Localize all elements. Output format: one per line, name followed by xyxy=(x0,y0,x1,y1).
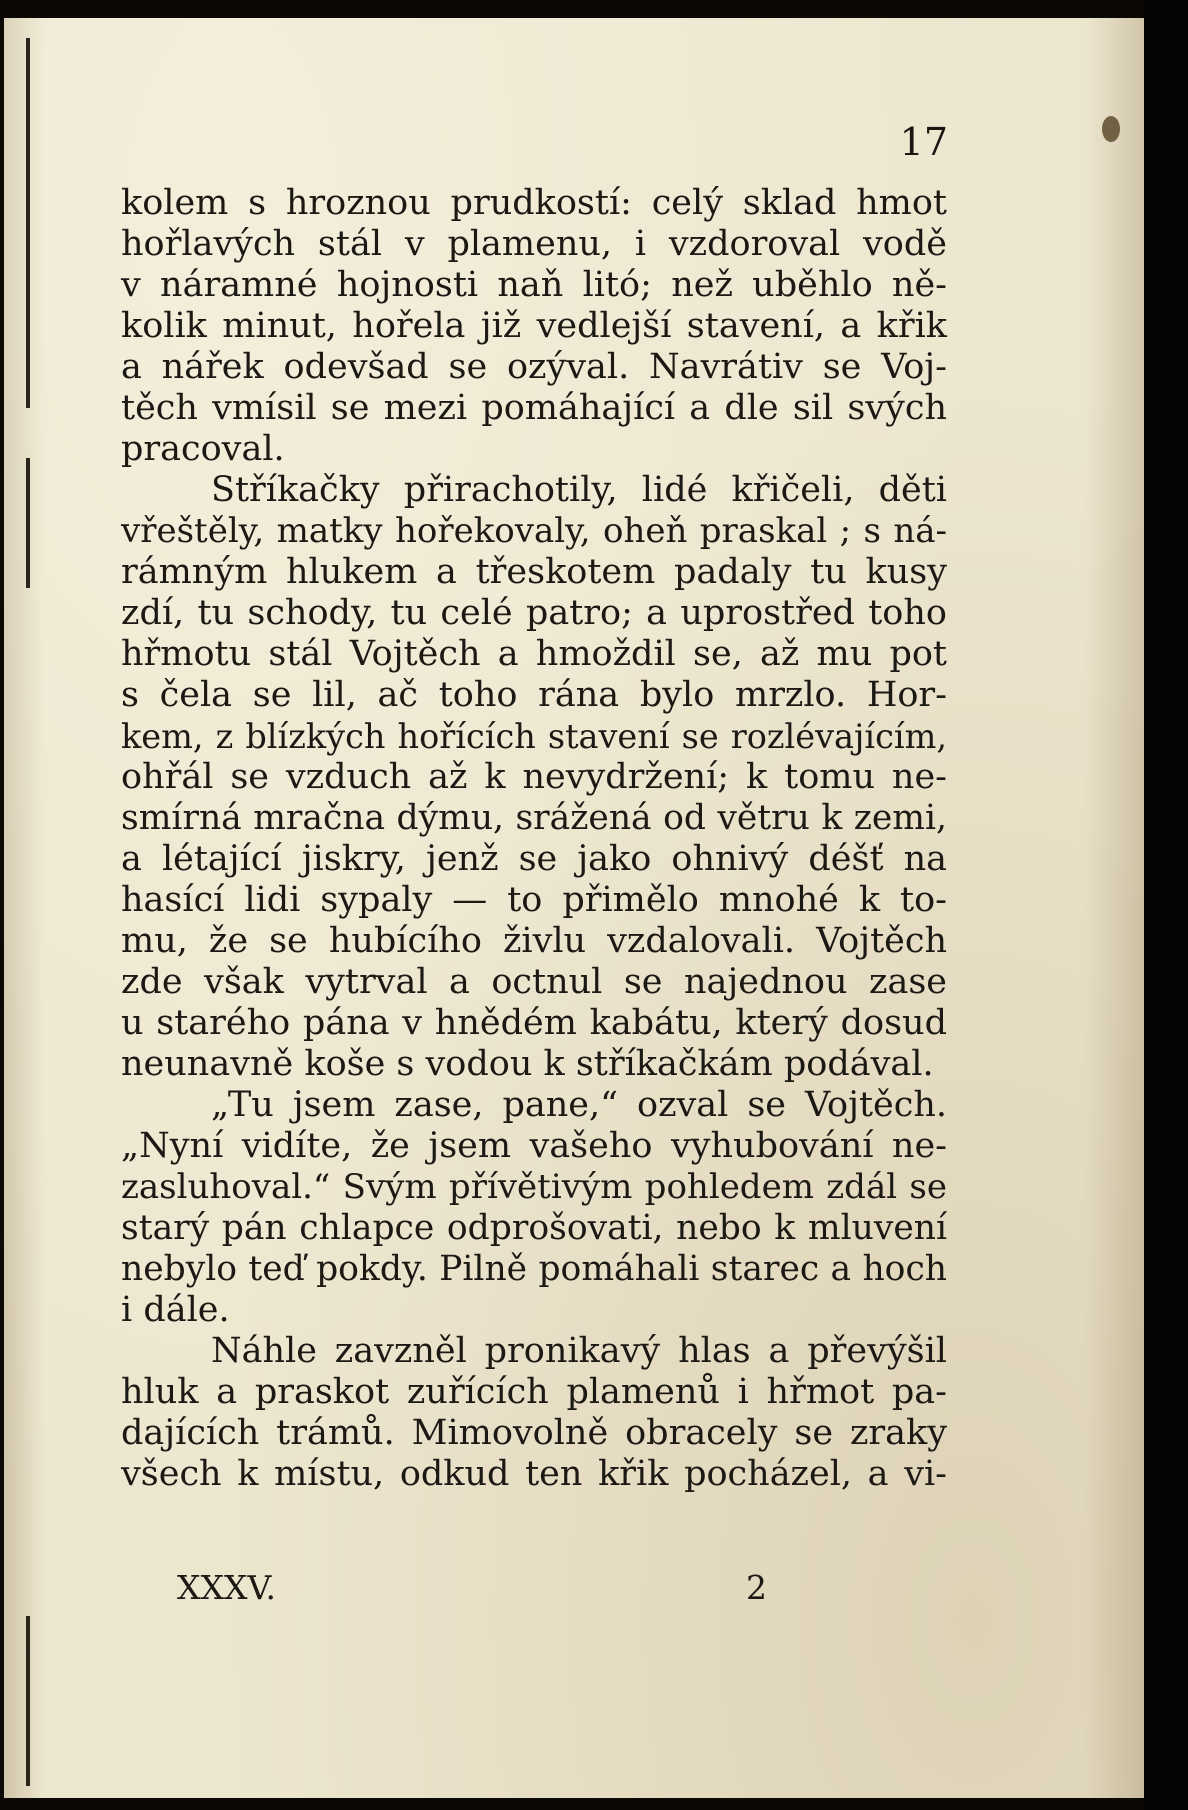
text-line: zde však vytrval a octnul se najednou zase xyxy=(121,962,947,1002)
page-number: 17 xyxy=(899,120,948,164)
text-line: dajících trámů. Mimovolně obracely se zraky xyxy=(121,1413,947,1453)
text-line: „Nyní vidíte, že jsem vašeho vyhubování ne- xyxy=(121,1126,947,1166)
text-line: i dále. xyxy=(121,1290,230,1330)
text-line: hřmotu stál Vojtěch a hmoždil se, až mu pot xyxy=(121,634,947,674)
text-line: všech k místu, odkud ten křik pocházel, a vi- xyxy=(121,1454,947,1494)
text-line: Náhle zavzněl pronikavý hlas a převýšil xyxy=(211,1331,947,1371)
gutter-shadow-line xyxy=(26,38,30,408)
signature-sheet-number: 2 xyxy=(746,1568,767,1607)
ink-speck xyxy=(1102,116,1120,142)
text-line: „Tu jsem zase, pane,“ ozval se Vojtěch. xyxy=(211,1085,947,1125)
body-text xyxy=(121,183,947,1495)
text-line: zasluhoval.“ Svým přívětivým pohledem zdál se xyxy=(121,1167,947,1207)
text-line: ohřál se vzduch až k nevydržení; k tomu ne- xyxy=(121,757,947,797)
text-line: nebylo teď pokdy. Pilně pomáhali starec a hoch xyxy=(121,1249,947,1289)
printer-signature xyxy=(121,1568,947,1610)
text-line: a nářek odevšad se ozýval. Navrátiv se Voj- xyxy=(121,347,947,387)
text-line: s čela se lil, ač toho rána bylo mrzlo. Hor- xyxy=(121,675,947,715)
text-line: pracoval. xyxy=(121,429,285,469)
text-line: starý pán chlapce odprošovati, nebo k mluvení xyxy=(121,1208,947,1248)
text-line: Stříkačky přirachotily, lidé křičeli, děti xyxy=(211,470,947,510)
text-line: vřeštěly, matky hořekovaly, oheň praskal ; s ná- xyxy=(121,511,947,551)
gutter-shadow-line xyxy=(26,1616,30,1786)
text-line: kem, z blízkých hořících stavení se rozlévajícím, xyxy=(121,717,947,756)
scan-dark-edge xyxy=(1144,0,1188,1810)
text-line: kolem s hroznou prudkostí: celý sklad hmot xyxy=(121,183,947,223)
text-line: a létající jiskry, jenž se jako ohnivý déšť na xyxy=(121,839,947,879)
text-line: rámným hlukem a třeskotem padaly tu kusy xyxy=(121,552,947,592)
text-line: neunavně koše s vodou k stříkačkám podával. xyxy=(121,1044,934,1084)
text-line: těch vmísil se mezi pomáhající a dle sil svých xyxy=(121,388,947,428)
gutter-shadow-line xyxy=(26,458,30,588)
text-line: hořlavých stál v plamenu, i vzdoroval vodě xyxy=(121,224,947,264)
text-line: zdí, tu schody, tu celé patro; a uprostřed toho xyxy=(121,593,947,633)
text-line: v náramné hojnosti naň litó; než uběhlo ně- xyxy=(121,265,947,305)
text-line: u starého pána v hnědém kabátu, který dosud xyxy=(121,1003,947,1043)
text-line: smírná mračna dýmu, srážená od větru k zemi, xyxy=(121,798,947,838)
text-line: mu, že se hubícího živlu vzdalovali. Vojtěch xyxy=(121,921,947,961)
text-line: hluk a praskot zuřících plamenů i hřmot pa- xyxy=(121,1372,947,1412)
text-line: kolik minut, hořela již vedlejší stavení, a křik xyxy=(121,306,947,346)
signature-volume: XXXV. xyxy=(177,1568,277,1607)
text-line: hasící lidi sypaly — to přimělo mnohé k to- xyxy=(121,880,947,920)
